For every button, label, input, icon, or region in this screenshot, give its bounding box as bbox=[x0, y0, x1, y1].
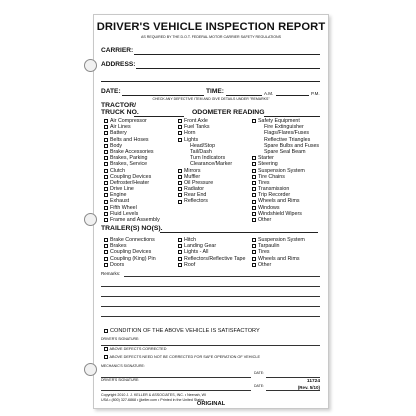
checklist-item-label: Air Lines bbox=[110, 124, 131, 131]
driver-date-line[interactable] bbox=[266, 390, 320, 391]
checkbox[interactable] bbox=[252, 193, 256, 197]
checkbox[interactable] bbox=[104, 181, 108, 185]
truck-no-label: TRUCK NO. bbox=[101, 109, 139, 116]
time-label: TIME: bbox=[206, 88, 224, 95]
checklist-item-label: Windshield Wipers bbox=[258, 210, 302, 217]
checklist-item-label: Brake Accessories bbox=[110, 148, 154, 155]
checklist-item-label: Wheels and Rims bbox=[258, 255, 300, 262]
trailer-checklist-col1 bbox=[104, 237, 174, 268]
checklist-item-label: Flags/Flares/Fuses bbox=[264, 130, 310, 137]
checkbox[interactable] bbox=[104, 119, 108, 123]
checkbox[interactable] bbox=[104, 125, 108, 129]
checklist-item bbox=[178, 198, 248, 204]
checklist-item-label: Hitch bbox=[184, 237, 197, 243]
checklist-item-label: Head/Stop bbox=[190, 142, 216, 149]
checklist-item-label: Other bbox=[258, 217, 272, 223]
checkbox[interactable] bbox=[252, 162, 256, 166]
checkbox[interactable] bbox=[178, 257, 182, 261]
trailer-checklist-col2 bbox=[178, 237, 248, 268]
copyright-text: Copyright 2010 J. J. KELLER & ASSOCIATES, INC. • Neenah, WI bbox=[101, 393, 207, 397]
checkbox[interactable] bbox=[252, 187, 256, 191]
checklist-item-label: Tarpaulin bbox=[258, 243, 280, 250]
checkbox[interactable] bbox=[104, 193, 108, 197]
checklist-item-label: Belts and Hoses bbox=[110, 136, 149, 143]
remarks-line[interactable] bbox=[124, 276, 320, 277]
checklist-item-label: Other bbox=[258, 261, 272, 268]
address-line[interactable] bbox=[136, 68, 320, 69]
checklist-item bbox=[104, 262, 174, 268]
defects-corrected-checkbox[interactable] bbox=[104, 347, 108, 351]
defects-corrected-text: ABOVE DEFECTS CORRECTED bbox=[109, 347, 167, 351]
checkbox[interactable] bbox=[104, 206, 108, 210]
pm-label: P.M. bbox=[311, 91, 320, 96]
checkbox[interactable] bbox=[252, 250, 256, 254]
checklist-item-label: Wheels and Rims bbox=[258, 198, 300, 205]
mechanic-date-label: DATE: bbox=[254, 371, 265, 375]
checkbox[interactable] bbox=[178, 131, 182, 135]
checklist-item-label: Reflectors bbox=[184, 198, 208, 205]
checklist-item-label: Coupling (King) Pin bbox=[110, 255, 156, 262]
checkbox[interactable] bbox=[104, 238, 108, 242]
checkbox[interactable] bbox=[104, 218, 108, 222]
checkbox[interactable] bbox=[178, 169, 182, 173]
trailer-checklist-col3 bbox=[252, 237, 327, 268]
checkbox[interactable] bbox=[252, 238, 256, 242]
am-label: A.M. bbox=[264, 91, 274, 96]
checkbox[interactable] bbox=[104, 162, 108, 166]
checklist-item-label: Turn Indicators bbox=[190, 155, 226, 162]
checkbox[interactable] bbox=[104, 144, 108, 148]
checkbox[interactable] bbox=[252, 156, 256, 160]
form-title: DRIVER'S VEHICLE INSPECTION REPORT bbox=[96, 21, 326, 33]
checklist-item-label: Tires bbox=[258, 179, 270, 186]
checkbox[interactable] bbox=[252, 175, 256, 179]
checkbox[interactable] bbox=[252, 200, 256, 204]
checklist-item bbox=[252, 262, 327, 268]
tractor-label: TRACTOR/ bbox=[101, 102, 136, 109]
checklist-item-label: Steering bbox=[258, 161, 278, 168]
carrier-label: CARRIER: bbox=[101, 47, 134, 54]
checkbox[interactable] bbox=[104, 150, 108, 154]
check-note: CHECK ANY DEFECTIVE ITEM AND GIVE DETAILS UNDER "REMARKS" bbox=[152, 97, 270, 101]
checklist-item-label: Suspension System bbox=[258, 237, 305, 243]
defects-corrected-row bbox=[104, 346, 166, 352]
defects-not-corrected-text: ABOVE DEFECTS NEED NOT BE CORRECTED FOR SAFE OPERATION OF VEHICLE bbox=[109, 355, 260, 359]
address-label: ADDRESS: bbox=[101, 61, 136, 68]
punch-hole bbox=[84, 363, 97, 376]
checkbox[interactable] bbox=[178, 244, 182, 248]
remarks-line[interactable] bbox=[101, 306, 320, 307]
checklist-item-label: Reflective Triangles bbox=[264, 136, 311, 143]
checklist-item-label: Horn bbox=[184, 130, 196, 137]
checkbox[interactable] bbox=[252, 212, 256, 216]
checkbox[interactable] bbox=[252, 206, 256, 210]
checklist-item-label: Trip Recorder bbox=[258, 192, 291, 199]
defects-not-corrected-checkbox[interactable] bbox=[104, 355, 108, 359]
checkbox[interactable] bbox=[104, 200, 108, 204]
checkbox[interactable] bbox=[178, 193, 182, 197]
checklist-item-label: Radiator bbox=[184, 186, 205, 193]
checkbox[interactable] bbox=[104, 250, 108, 254]
checkbox[interactable] bbox=[104, 212, 108, 216]
time-line[interactable] bbox=[226, 95, 262, 96]
checklist-item-label: Doors bbox=[110, 261, 125, 268]
checklist-item-label: Lights - All bbox=[184, 249, 209, 256]
checklist-item bbox=[252, 217, 327, 223]
tractor-checklist-col2 bbox=[178, 118, 248, 205]
checkbox[interactable] bbox=[252, 119, 256, 123]
checklist-item-label: Tires bbox=[258, 249, 270, 256]
checkbox[interactable] bbox=[178, 181, 182, 185]
condition-row bbox=[104, 328, 260, 334]
checklist-item-label: Reflectors/Reflective Tape bbox=[184, 255, 246, 262]
checklist-item-label: Fluid Levels bbox=[110, 210, 139, 217]
mechanics-signature-label: MECHANIC'S SIGNATURE: bbox=[101, 364, 145, 368]
checklist-item-label: Brake Connections bbox=[110, 237, 155, 243]
remarks-line[interactable] bbox=[101, 296, 320, 297]
copy-label: ORIGINAL bbox=[196, 401, 226, 407]
checkbox[interactable] bbox=[178, 125, 182, 129]
checkbox[interactable] bbox=[104, 169, 108, 173]
checkbox[interactable] bbox=[252, 181, 256, 185]
checklist-item-label: Clutch bbox=[110, 167, 126, 174]
checkbox[interactable] bbox=[178, 263, 182, 267]
form-number: 11724 bbox=[306, 379, 320, 384]
condition-text: CONDITION OF THE ABOVE VEHICLE IS SATISFACTORY bbox=[110, 328, 260, 334]
trailer-no-line[interactable] bbox=[160, 232, 318, 233]
checklist-item-label: Coupling Devices bbox=[110, 173, 152, 180]
checkbox[interactable] bbox=[104, 187, 108, 191]
checklist-item-label: Engine bbox=[110, 192, 127, 199]
revision: (Rev. 5/10) bbox=[297, 385, 320, 390]
checklist-item-label: Fuel Tanks bbox=[184, 124, 210, 131]
checkbox[interactable] bbox=[178, 119, 182, 123]
checkbox[interactable] bbox=[178, 250, 182, 254]
checklist-item-label: Landing Gear bbox=[184, 243, 217, 250]
checklist-item bbox=[104, 217, 174, 223]
checkbox[interactable] bbox=[104, 138, 108, 142]
checklist-item-label: Tire Chains bbox=[258, 173, 285, 180]
drivers-signature-label: DRIVER'S SIGNATURE: bbox=[101, 337, 140, 341]
checklist-item-label: Fire Extinguisher bbox=[264, 124, 304, 131]
checklist-item-label: Brakes, Service bbox=[110, 161, 148, 168]
checkbox[interactable] bbox=[252, 169, 256, 173]
checklist-item-label: Safety Equipment bbox=[258, 118, 300, 124]
checkbox[interactable] bbox=[104, 263, 108, 267]
checklist-item-label: Front Axle bbox=[184, 118, 208, 124]
remarks-line[interactable] bbox=[101, 286, 320, 287]
punch-hole bbox=[84, 59, 97, 72]
checklist-item-label: Fifth Wheel bbox=[110, 204, 137, 211]
checklist-item bbox=[178, 262, 248, 268]
checklist-item-label: Rear End bbox=[184, 192, 207, 199]
address-line-2[interactable] bbox=[101, 81, 320, 82]
checklist-item-label: Oil Pressure bbox=[184, 179, 214, 186]
checklist-item-label: Windows bbox=[258, 204, 280, 211]
date-label: DATE: bbox=[101, 88, 121, 95]
checklist-item-label: Frame and Assembly bbox=[110, 217, 160, 223]
carrier-line[interactable] bbox=[134, 54, 320, 55]
tractor-checklist-col1 bbox=[104, 118, 174, 223]
checklist-item-label: Suspension System bbox=[258, 167, 305, 174]
checklist-item-label: Roof bbox=[184, 261, 196, 268]
form-subtitle: AS REQUIRED BY THE D.O.T. FEDERAL MOTOR CARRIER SAFETY REGULATIONS bbox=[140, 35, 282, 39]
checkbox[interactable] bbox=[178, 238, 182, 242]
tractor-checklist-col3 bbox=[252, 118, 327, 223]
condition-checkbox[interactable] bbox=[104, 329, 108, 333]
truck-no-line[interactable] bbox=[134, 116, 184, 117]
checkbox[interactable] bbox=[178, 138, 182, 142]
checkbox[interactable] bbox=[178, 175, 182, 179]
checklist-item-label: Muffler bbox=[184, 173, 201, 180]
checklist-item-label: Mirrors bbox=[184, 167, 201, 174]
driver-date-label: DATE: bbox=[254, 384, 265, 388]
checklist-item-label: Spare Bulbs and Fuses bbox=[264, 142, 320, 149]
trailer-label: TRAILER(S) NO(S). bbox=[101, 225, 163, 232]
remarks-line[interactable] bbox=[101, 316, 320, 317]
odometer-line[interactable] bbox=[264, 116, 320, 117]
checkbox[interactable] bbox=[252, 218, 256, 222]
checklist-item-label: Air Compressor bbox=[110, 118, 147, 124]
am-pm-line[interactable] bbox=[276, 95, 309, 96]
checkbox[interactable] bbox=[178, 187, 182, 191]
checklist-item-label: Tail/Dash bbox=[190, 148, 212, 155]
checklist-item-label: Transmission bbox=[258, 186, 290, 193]
checkbox[interactable] bbox=[104, 131, 108, 135]
checkbox[interactable] bbox=[104, 156, 108, 160]
checkbox[interactable] bbox=[104, 244, 108, 248]
checkbox[interactable] bbox=[252, 263, 256, 267]
mechanic-date-line[interactable] bbox=[266, 377, 320, 378]
inspection-report-form bbox=[93, 14, 329, 409]
drivers-signature-2-label: DRIVER'S SIGNATURE: bbox=[101, 378, 140, 382]
checklist-item-label: Drive Line bbox=[110, 186, 134, 193]
odometer-label: ODOMETER READING bbox=[192, 109, 265, 116]
contact-text: USA • (800) 327-6868 • jjkeller.com • Printed in the United States bbox=[101, 398, 205, 402]
checklist-item-label: Brakes, Parking bbox=[110, 155, 148, 162]
defects-not-corrected-row bbox=[104, 354, 260, 360]
checklist-item-label: Lights bbox=[184, 136, 199, 143]
drivers-signature-2-line[interactable] bbox=[101, 390, 251, 391]
checkbox[interactable] bbox=[104, 257, 108, 261]
punch-hole bbox=[84, 213, 97, 226]
remarks-label: Remarks: bbox=[101, 271, 121, 276]
checkbox[interactable] bbox=[252, 257, 256, 261]
checklist-item-label: Exhaust bbox=[110, 198, 130, 205]
checkbox[interactable] bbox=[104, 175, 108, 179]
checklist-item-label: Defroster/Heater bbox=[110, 179, 150, 186]
date-line[interactable] bbox=[122, 95, 204, 96]
checklist-item-label: Spare Seal Beam bbox=[264, 148, 306, 155]
checklist-item-label: Starter bbox=[258, 155, 274, 162]
checklist-item-label: Brakes bbox=[110, 243, 127, 250]
checklist-item-label: Clearance/Marker bbox=[190, 161, 233, 168]
checklist-item-label: Body bbox=[110, 142, 123, 149]
checklist-item-label: Battery bbox=[110, 130, 127, 137]
checkbox[interactable] bbox=[252, 244, 256, 248]
checkbox[interactable] bbox=[178, 200, 182, 204]
checklist-item-label: Coupling Devices bbox=[110, 249, 152, 256]
